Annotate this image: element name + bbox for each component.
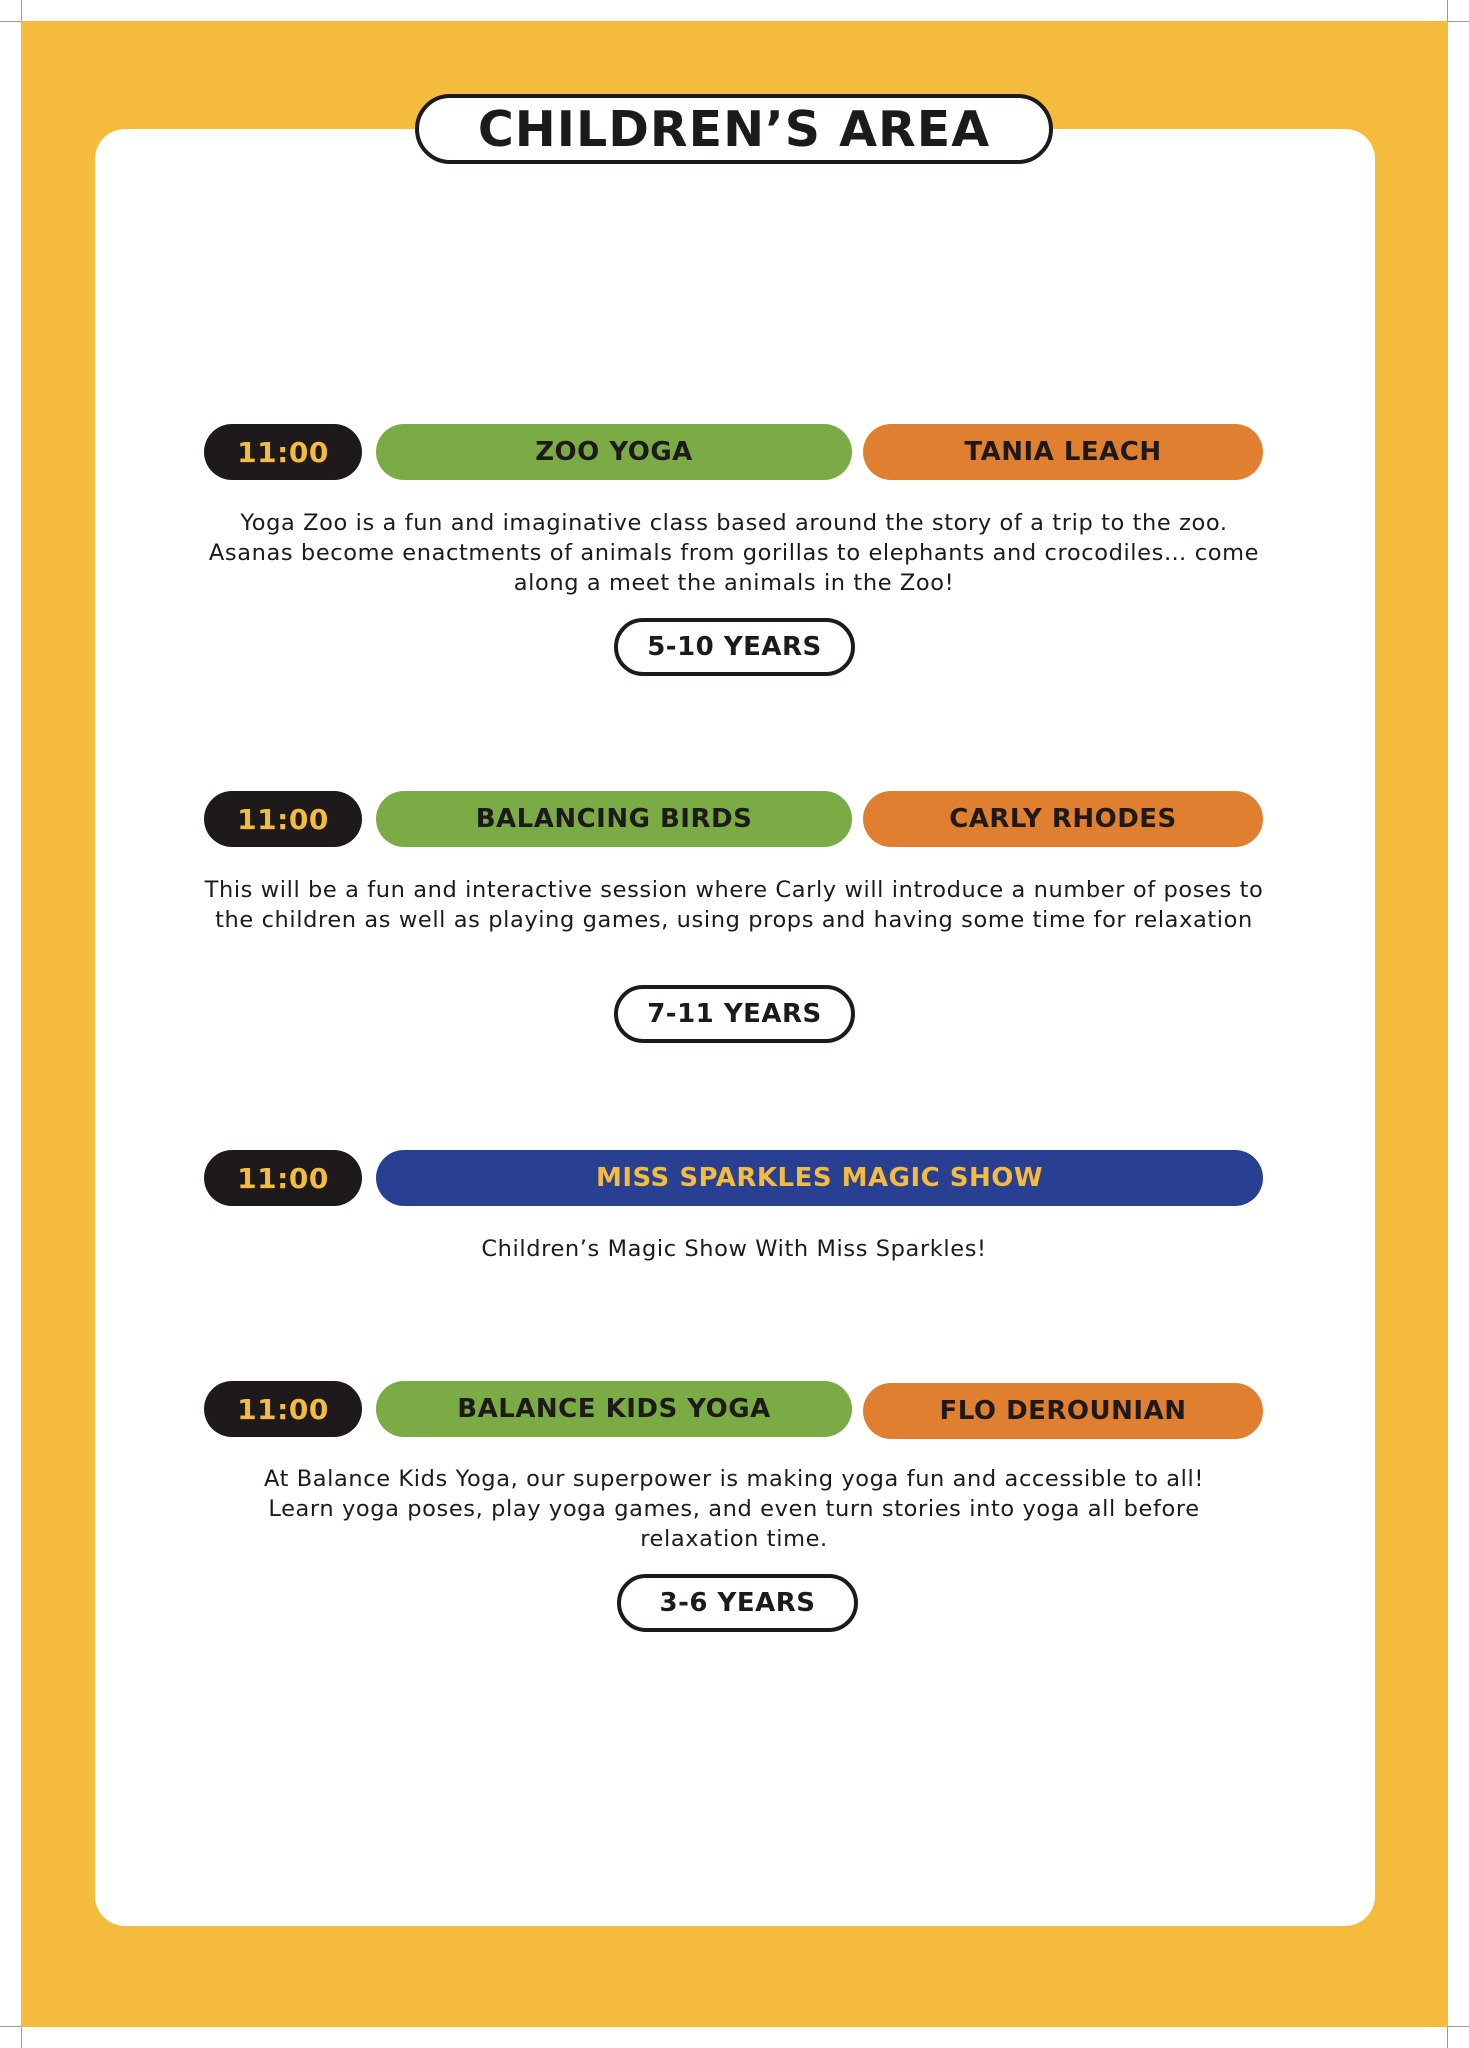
session-host: TANIA LEACH bbox=[863, 424, 1263, 480]
crop-mark bbox=[21, 2027, 22, 2048]
age-badge: 7-11 YEARS bbox=[614, 985, 855, 1043]
session-time: 11:00 bbox=[204, 1150, 362, 1206]
session-title: BALANCE KIDS YOGA bbox=[376, 1381, 852, 1437]
age-badge: 5-10 YEARS bbox=[614, 618, 855, 676]
session-time: 11:00 bbox=[204, 1381, 362, 1437]
session-title: BALANCING BIRDS bbox=[376, 791, 852, 847]
session-description: Yoga Zoo is a fun and imaginative class based around the story of a trip to the zoo. Asanas become enactments of animals from gorillas to elephants and crocodiles… come along a meet the animals in the Zoo! bbox=[208, 510, 1260, 596]
crop-mark bbox=[0, 2026, 21, 2027]
crop-mark bbox=[1448, 2026, 1469, 2027]
session-description: At Balance Kids Yoga, our superpower is making yoga fun and accessible to all! Learn yoga poses, play yoga games, and even turn stories into yoga all before relaxation time. bbox=[263, 1466, 1205, 1552]
session-description: This will be a fun and interactive session where Carly will introduce a number of poses to the children as well as playing games, using props and having some time for relaxation bbox=[204, 877, 1264, 933]
session-host: CARLY RHODES bbox=[863, 791, 1263, 847]
crop-mark bbox=[1447, 2027, 1448, 2048]
session-title: MISS SPARKLES MAGIC SHOW bbox=[376, 1150, 1263, 1206]
session-description: Children’s Magic Show With Miss Sparkles! bbox=[481, 1236, 987, 1262]
page-title: CHILDREN’S AREA bbox=[415, 94, 1053, 164]
crop-mark bbox=[1447, 0, 1448, 21]
age-badge: 3-6 YEARS bbox=[617, 1574, 858, 1632]
session-host: FLO DEROUNIAN bbox=[863, 1383, 1263, 1439]
crop-mark bbox=[21, 0, 22, 21]
session-time: 11:00 bbox=[204, 791, 362, 847]
session-title: ZOO YOGA bbox=[376, 424, 852, 480]
crop-mark bbox=[1448, 21, 1469, 22]
crop-mark bbox=[0, 21, 21, 22]
session-time: 11:00 bbox=[204, 424, 362, 480]
